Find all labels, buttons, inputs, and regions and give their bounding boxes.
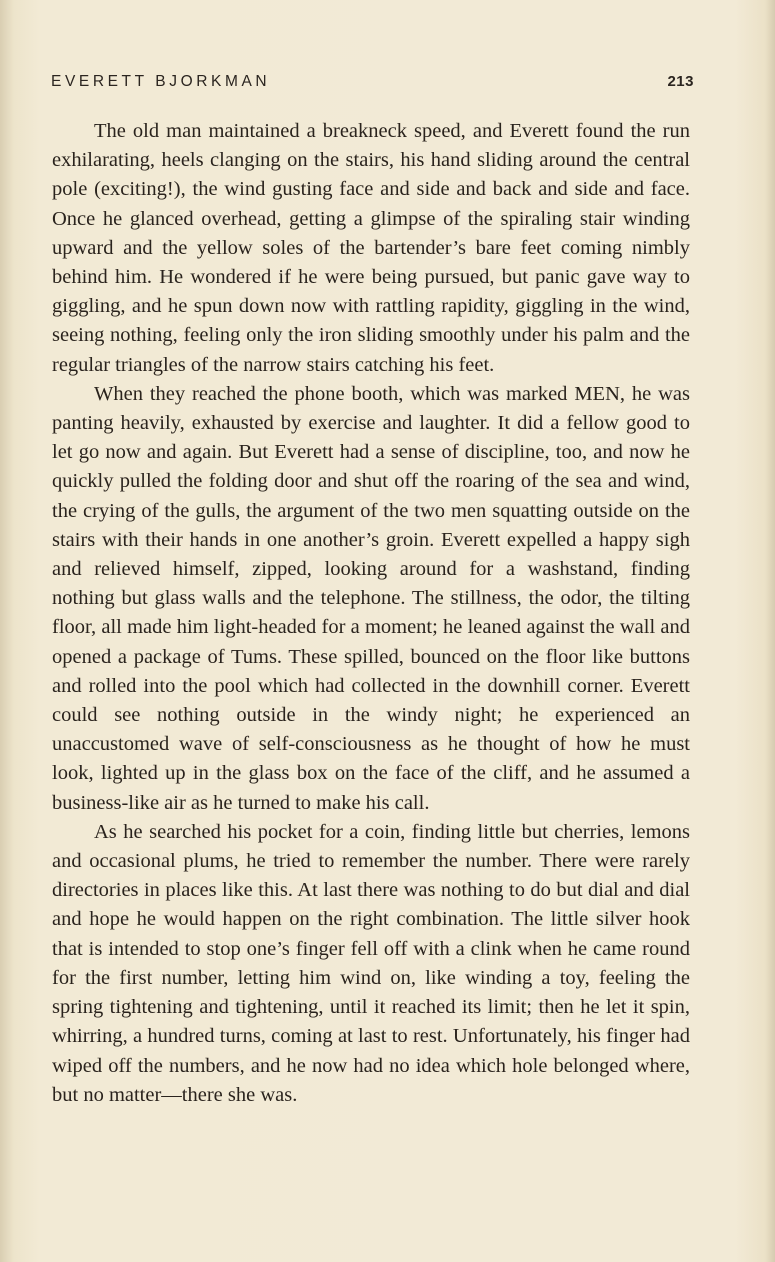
- page-number: 213: [667, 73, 694, 90]
- running-head: [51, 73, 694, 99]
- running-title: EVERETT BJORKMAN: [51, 73, 271, 90]
- paragraph-2: When they reached the phone booth, which was marked MEN, he was panting heavily, exhausted by exercise and laughter. It did a fellow good to let go now and again. But Everett had a sense of discipline, too, and now he quickly pulled the folding door and shut off the roaring of the sea and wind, the crying of the gulls, the argument of the two men squatting outside on the stairs with their hands in one another’s groin. Everett expelled a happy sigh and relieved himself, zipped, looking around for a washstand, finding nothing but glass walls and the telephone. The stillness, the odor, the tilting floor, all made him light-headed for a moment; he leaned against the wall and opened a package of Tums. These spilled, bounced on the floor like buttons and rolled into the pool which had collected in the downhill corner. Everett could see nothing outside in the windy night; he experienced an unaccustomed wave of self-consciousness as he thought of how he must look, lighted up in the glass box on the face of the cliff, and he assumed a business-like air as he turned to make his call.: [52, 382, 690, 814]
- paragraph-3: As he searched his pocket for a coin, finding little but cherries, lemons and occasional plums, he tried to remember the number. There were rarely directories in places like this. At last there was nothing to do but dial and dial and hope he would happen on the right combination. The little silver hook that is intended to stop one’s finger fell off with a clink when he came round for the first number, letting him wind on, like winding a toy, feeling the spring tightening and tightening, until it reached its limit; then he let it spin, whirring, a hundred turns, coming at last to rest. Unfortunately, his finger had wiped off the numbers, and he now had no idea which hole belonged where, but no matter—there she was.: [52, 820, 690, 1106]
- body-text: [52, 117, 690, 1110]
- paragraph-1: The old man maintained a breakneck speed, and Everett found the run exhilarating, heels clanging on the stairs, his hand sliding around the central pole (exciting!), the wind gusting face and side and back and side and face. Once he glanced overhead, getting a glimpse of the spiraling stair winding upward and the yellow soles of the bartender’s bare feet coming nimbly behind him. He wondered if he were being pursued, but panic gave way to giggling, and he spun down now with rattling rapidity, giggling in the wind, seeing nothing, feeling only the iron sliding smoothly under his palm and the regular triangles of the narrow stairs catching his feet.: [52, 120, 690, 376]
